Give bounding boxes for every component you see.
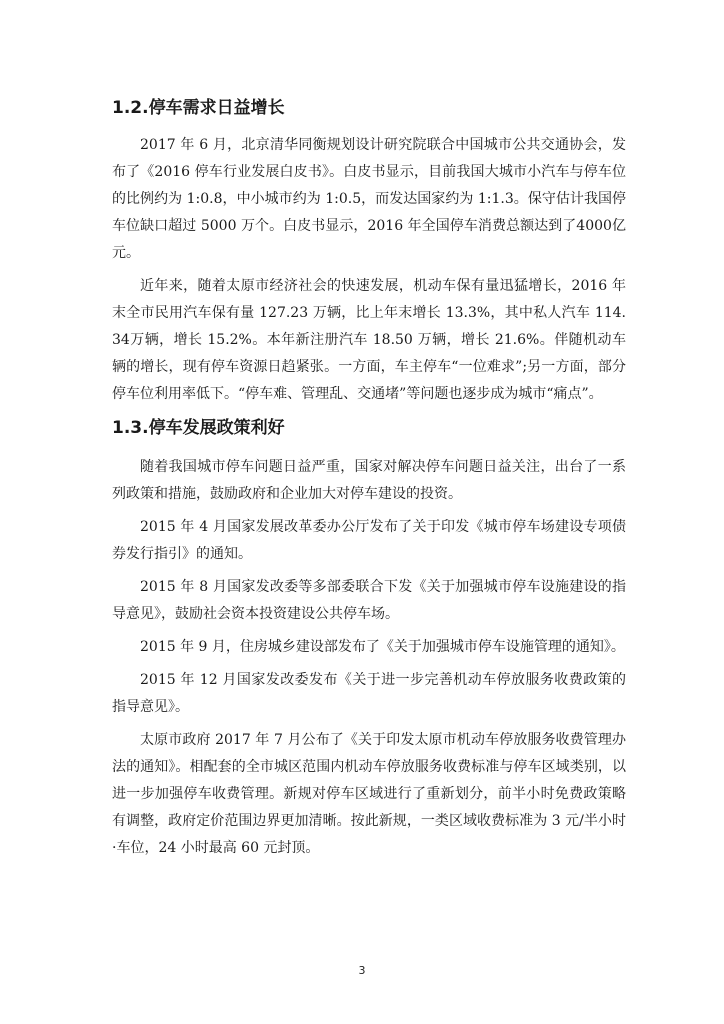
- paragraph: 2015 年 9 月，住房城乡建设部发布了《关于加强城市停车设施管理的通知》。: [140, 639, 625, 655]
- paragraph: 2015 年 4 月国家发展改革委办公厅发布了关于印发《城市停车场建设专项债券发行指引》的通知。: [112, 519, 626, 562]
- paragraph: 太原市政府 2017 年 7 月公布了《关于印发太原市机动车停放服务收费管理办法的通知》。相配套的全市城区范围内机动车停放服务收费标准与停车区域类别，以进一步加强停车收费管理。新规对停车区域进行了重新划分，前半小时免费政策略有调整，政府定价范围边界更加清晰。按此新规，一类区域收费标准为 3 元/半小时·车位，24 小时最高 60 元封顶。: [112, 732, 626, 856]
- section-heading-parking-policy: 1.3.停车发展政策利好: [112, 418, 285, 438]
- section-heading-parking-demand: 1.2.停车需求日益增长: [112, 98, 285, 118]
- page-number: 3: [358, 964, 366, 977]
- paragraph: 2015 年 12 月国家发改委发布《关于进一步完善机动车停放服务收费政策的指导意见》。: [112, 672, 626, 715]
- paragraph: 随着我国城市停车问题日益严重，国家对解决停车问题日益关注，出台了一系列政策和措施，鼓励政府和企业加大对停车建设的投资。: [112, 459, 626, 502]
- paragraph: 2017 年 6 月，北京清华同衡规划设计研究院联合中国城市公共交通协会，发布了《2016 停车行业发展白皮书》。白皮书显示，目前我国大城市小汽车与停车位的比例约为 1:0.8，中小城市约为 1:0.5，而发达国家约为 1:1.3。保守估计我国停车位缺口超过 5000 万个。白皮书显示，2016 年全国停车消费总额达到了4000亿元。: [112, 137, 626, 261]
- paragraph: 近年来，随着太原市经济社会的快速发展，机动车保有量迅猛增长，2016 年末全市民用汽车保有量 127.23 万辆，比上年末增长 13.3%，其中私人汽车 114.34万辆，增长 15.2%。本年新注册汽车 18.50 万辆，增长 21.6%。伴随机动车辆的增长，现有停车资源日趋紧张。一方面，车主停车“一位难求”;另一方面，部分停车位利用率低下。“停车难、管理乱、交通堵”等问题也逐步成为城市“痛点”。: [112, 278, 626, 402]
- paragraph: 2015 年 8 月国家发改委等多部委联合下发《关于加强城市停车设施建设的指导意见》，鼓励社会资本投资建设公共停车场。: [112, 579, 626, 622]
- page-content: [112, 94, 626, 868]
